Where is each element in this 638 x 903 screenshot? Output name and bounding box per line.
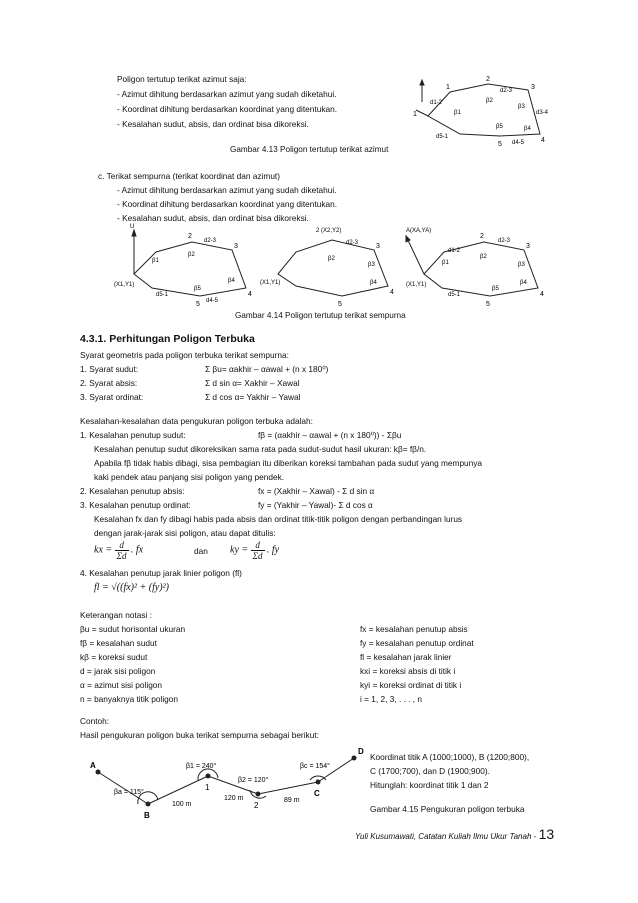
fig14a-point-3: 3	[234, 243, 238, 250]
figure-4-13-diagram	[410, 72, 560, 154]
k2-formula: fx = (Xakhir – Xawal) - Σ d sin α	[258, 486, 375, 496]
notation-left-5: α = azimut sisi poligon	[80, 680, 163, 690]
fig15-dist-2: 120 m	[224, 795, 244, 802]
ky-rhs: . fy	[266, 544, 280, 556]
fig14a-x1y1: (X1,Y1)	[114, 282, 135, 288]
fig14b-b4: β4	[370, 280, 377, 286]
k2-label: 2. Kesalahan penutup absis:	[80, 486, 185, 496]
notation-right-2: fy = kesalahan penutup ordinat	[360, 638, 474, 648]
example-right-1: Koordinat titik A (1000;1000), B (1200;800),	[370, 752, 530, 762]
closed-full-intro: c. Terikat sempurna (terikat koordinat dan azimut)	[98, 171, 280, 181]
fig14c-point-4: 4	[540, 291, 544, 298]
fig15-dist-3: 89 m	[284, 797, 300, 804]
example-text: Hasil pengukuran poligon buka terikat sempurna sebagai berikut:	[80, 730, 319, 740]
fig13-point-4: 4	[541, 137, 545, 144]
ky-numerator: d	[251, 540, 265, 551]
k3-text-2: dengan jarak-jarak sisi poligon, atau dapat ditulis:	[94, 528, 276, 538]
k3-label: 3. Kesalahan penutup ordinat:	[80, 500, 191, 510]
fig14b-d23: d2-3	[346, 240, 359, 246]
fig15-point-1: 1	[205, 783, 210, 792]
fig14b-x1y1: (X1,Y1)	[260, 280, 281, 286]
figure-4-14-caption: Gambar 4.14 Poligon tertutup terikat sempurna	[235, 311, 406, 320]
closed-azimuth-item-2: - Koordinat dihitung berdasarkan koordinat yang ditentukan.	[117, 104, 338, 114]
fig13-d23: d2-3	[500, 88, 513, 94]
fig14a-b5: β5	[194, 286, 201, 292]
fig14b-b2: β2	[328, 256, 335, 262]
figure-4-15-diagram	[88, 742, 368, 822]
k3-formula: fy = (Yakhir – Yawal)- Σ d cos α	[258, 500, 373, 510]
fig14c-d12: d1-2	[448, 248, 461, 254]
syarat-1-label: 1. Syarat sudut:	[80, 364, 139, 374]
syarat-1-formula: Σ βu= αakhir – αawal + (n x 180⁰)	[205, 364, 329, 374]
fig14b-x2y2: 2 (X2,Y2)	[316, 228, 342, 234]
fig14c-point-2: 2	[480, 233, 484, 240]
fig14c-d51: d5-1	[448, 292, 461, 298]
fig15-beta-c: βc = 154°	[300, 763, 330, 770]
fig14c-b2: β2	[480, 254, 487, 260]
fig13-point-5: 5	[498, 141, 502, 148]
fig14c-b4: β4	[520, 280, 527, 286]
syarat-2-label: 2. Syarat absis:	[80, 378, 138, 388]
syarat-3-formula: Σ d cos α= Yakhir – Yawal	[205, 392, 301, 402]
figure-4-14-diagram	[106, 222, 556, 308]
fig15-dist-1: 100 m	[172, 801, 192, 808]
fig14a-b4: β4	[228, 278, 235, 284]
example-right-2: C (1700;700), dan D (1900;900).	[370, 766, 490, 776]
fig13-d51: d5-1	[436, 134, 449, 140]
example-right-3: Hitunglah: koordinat titik 1 dan 2	[370, 780, 489, 790]
k1-formula: fβ = (αakhir – αawal + (n x 180⁰)) - Σβu	[258, 430, 402, 440]
fig13-d34: d3-4	[536, 110, 549, 116]
kx-denominator: Σd	[116, 551, 127, 561]
notation-left-3: kβ = koreksi sudut	[80, 652, 148, 662]
fig13-b5: β5	[496, 124, 503, 130]
fig13-d45: d4-5	[512, 140, 525, 146]
fig14a-point-2: 2	[188, 233, 192, 240]
example-title: Contoh:	[80, 716, 110, 726]
fig14b-b3: β3	[368, 262, 375, 268]
k1-text-1: Kesalahan penutup sudut dikoreksikan sama rata pada sudut-sudut hasil ukuran: kβ= fβ/n.	[94, 444, 427, 454]
fig13-b4: β4	[524, 126, 531, 132]
fig14a-d23: d2-3	[204, 238, 217, 244]
fig15-beta-1: β1 = 240°	[186, 763, 217, 770]
fig14a-d51: d5-1	[156, 292, 169, 298]
notation-left-2: fβ = kesalahan sudut	[80, 638, 157, 648]
fig15-point-d: D	[358, 747, 364, 756]
notation-left-1: βu = sudut horisontal ukuran	[80, 624, 186, 634]
notation-right-4: kxi = koreksi absis di titik i	[360, 666, 456, 676]
section-title: 4.3.1. Perhitungan Poligon Terbuka	[80, 333, 255, 345]
fig14a-point-4: 4	[248, 291, 252, 298]
kx-numerator: d	[115, 540, 129, 551]
fig15-point-2: 2	[254, 801, 259, 810]
notation-right-5: kyi = koreksi ordinat di titik i	[360, 680, 462, 690]
syarat-3-label: 3. Syarat ordinat:	[80, 392, 144, 402]
fig13-point-3: 3	[531, 84, 535, 91]
kx-rhs: . fx	[130, 544, 144, 556]
ky-fraction	[251, 540, 265, 561]
fig14b-point-5: 5	[338, 301, 342, 308]
closed-azimuth-item-3: - Kesalahan sudut, absis, dan ordinat bisa dikoreksi.	[117, 119, 309, 129]
fig14a-b1: β1	[152, 258, 159, 264]
fig15-point-a: A	[90, 761, 96, 770]
fig13-b2: β2	[486, 98, 493, 104]
fig15-beta-2: β2 = 120°	[238, 777, 269, 784]
fig14c-x1y1: (X1,Y1)	[406, 282, 427, 288]
fig14c-d23: d2-3	[498, 238, 511, 244]
closed-full-item-2: - Koordinat dihitung berdasarkan koordinat yang ditentukan.	[117, 199, 338, 209]
notation-right-1: fx = kesalahan penutup absis	[360, 624, 468, 634]
notation-left-6: n = banyaknya titik poligon	[80, 694, 179, 704]
fig14c-b5: β5	[492, 286, 499, 292]
k1-text-3: kaki pendek atau panjang sisi poligon yang pendek.	[94, 472, 285, 482]
fig15-point-b: B	[144, 811, 150, 820]
fig14a-point-5: 5	[196, 301, 200, 308]
fig15-point-c: C	[314, 789, 320, 798]
fig14c-axaya: A(XA,YA)	[406, 228, 432, 234]
page-number: 13	[538, 826, 555, 842]
fig13-point-a: 1	[446, 84, 450, 91]
closed-azimuth-item-1: - Azimut dihitung berdasarkan azimut yang sudah diketahui.	[117, 89, 337, 99]
fig14a-b2: β2	[188, 252, 195, 258]
closed-full-item-3: - Kesalahan sudut, absis, dan ordinat bisa dikoreksi.	[117, 213, 309, 223]
ky-formula: ky = $\frac{d}{\Sigma d}$ . fy	[230, 540, 280, 561]
fig14b-point-4: 4	[390, 289, 394, 296]
kx-fraction	[115, 540, 129, 561]
closed-full-item-1: - Azimut dihitung berdasarkan azimut yang sudah diketahui.	[117, 185, 337, 195]
notation-title: Keterangan notasi :	[80, 610, 152, 620]
syarat-2-formula: Σ d sin α= Xakhir – Xawal	[205, 378, 300, 388]
k4-label: 4. Kesalahan penutup jarak linier poligon (fl)	[80, 568, 242, 578]
k1-label: 1. Kesalahan penutup sudut:	[80, 430, 186, 440]
fl-formula: fl = √((fx)² + (fy)²)	[94, 582, 169, 593]
fig13-point-1: 1	[413, 111, 417, 118]
ky-denominator: Σd	[252, 551, 263, 561]
dan-label: dan	[194, 546, 208, 556]
fig14c-point-5: 5	[486, 301, 490, 308]
fig14c-b3: β3	[518, 262, 525, 268]
fig14-north-a: U	[130, 224, 135, 230]
fig14a-d45: d4-5	[206, 298, 219, 304]
figure-4-13-caption: Gambar 4.13 Poligon tertutup terikat azimut	[230, 145, 389, 154]
k1-text-2: Apabila fβ tidak habis dibagi, sisa pembagian itu diberikan koreksi tambahan pada sudut yang mempunya	[94, 458, 483, 468]
notation-right-3: fl = kesalahan jarak linier	[360, 652, 452, 662]
fig13-d12: d1-2	[430, 100, 443, 106]
fig14b-point-3: 3	[376, 243, 380, 250]
notation-left-4: d = jarak sisi poligon	[80, 666, 156, 676]
kx-formula: kx = $\frac{d}{\Sigma d}$ . fx	[94, 540, 144, 561]
fig13-point-2: 2	[486, 76, 490, 83]
fig13-b1: β1	[454, 110, 461, 116]
kesalahan-intro: Kesalahan-kesalahan data pengukuran poligon terbuka adalah:	[80, 416, 313, 426]
footer	[355, 826, 554, 842]
kx-lhs: kx	[94, 544, 103, 556]
ky-lhs: ky	[230, 544, 239, 556]
k3-text-1: Kesalahan fx dan fy dibagi habis pada absis dan ordinat titik-titik poligon dengan perbandingan lurus	[94, 514, 463, 524]
footer-text: Yuli Kusumawati, Catatan Kuliah Ilmu Ukur Tanah -	[355, 832, 537, 841]
fig14c-point-3: 3	[526, 243, 530, 250]
fig14c-b1: β1	[442, 260, 449, 266]
syarat-intro: Syarat geometris pada poligon terbuka terikat sempurna:	[80, 350, 289, 360]
fig15-beta-a: βa = 115°	[114, 789, 144, 796]
closed-azimuth-intro: Poligon tertutup terikat azimut saja:	[117, 74, 247, 84]
figure-4-15-caption: Gambar 4.15 Pengukuran poligon terbuka	[370, 804, 525, 814]
fig13-b3: β3	[518, 104, 525, 110]
notation-right-6: i = 1, 2, 3, . . . , n	[360, 694, 423, 704]
